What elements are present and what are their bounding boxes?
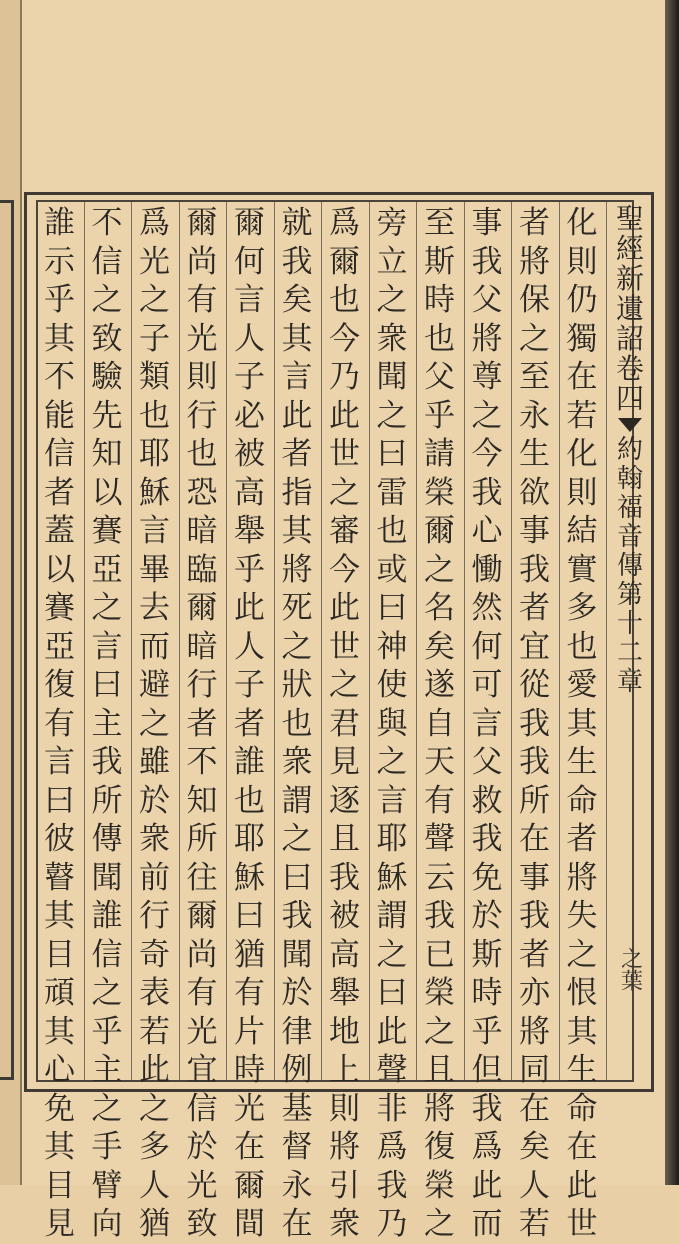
text-column: 爲 爾 也 今 乃 此 世 之 審 今 此 世 之 君 見 逐 且 我 被 高 舉 地 上 則 將 引 衆 — [329, 205, 360, 1242]
column-rule — [274, 202, 275, 1080]
text-column: 者 將 保 之 至 永 生 欲 事 我 者 宜 從 我 我 所 在 事 我 者 亦 將 同 在 矣 人 若 — [519, 205, 550, 1242]
text-column: 不 信 之 致 驗 先 知 以 賽 亞 之 言 曰 主 我 所 傳 聞 誰 信 之 乎 主 之 手 臂 向 — [91, 205, 123, 1242]
column-rule — [84, 202, 85, 1080]
text-column: 爾 尚 有 光 則 行 也 恐 暗 臨 爾 暗 行 者 不 知 所 往 爾 尚 有 光 宜 信 於 光 致 — [186, 205, 218, 1242]
column-rule — [606, 202, 607, 1080]
column-rule — [131, 202, 132, 1080]
column-rule — [321, 202, 322, 1080]
text-column: 化 則 仍 獨 在 若 化 則 結 實 多 也 愛 其 生 命 者 將 失 之 恨 其 生 命 在 此 世 — [566, 205, 598, 1242]
binding-shadow — [665, 0, 679, 1185]
chapter-title: 約 翰 福 音 傳 第 十 二 章 — [616, 435, 643, 697]
column-rule — [511, 202, 512, 1080]
text-column: 至 斯 時 也 父 乎 請 榮 爾 之 名 矣 遂 自 天 有 聲 云 我 已 榮 之 且 將 復 榮 之 — [424, 205, 455, 1242]
column-rule — [559, 202, 560, 1080]
column-rule — [464, 202, 465, 1080]
column-rule — [416, 202, 417, 1080]
column-rule — [226, 202, 227, 1080]
fish-tail-mark — [618, 418, 642, 432]
text-column: 爾 何 言 人 子 必 被 高 舉 乎 此 人 子 者 誰 也 耶 穌 曰 猶 有 片 時 光 在 爾 間 — [234, 205, 265, 1242]
banner-column — [606, 200, 654, 1082]
text-column: 就 我 矣 其 言 此 者 指 其 將 死 之 狀 也 衆 謂 之 曰 我 聞 於 律 例 基 督 永 在 — [281, 205, 313, 1242]
column-rule — [369, 202, 370, 1080]
previous-page-frame — [0, 200, 14, 1080]
folio-mark: 之葉 — [617, 947, 643, 991]
column-rule — [179, 202, 180, 1080]
previous-page-edge — [0, 0, 22, 1185]
book-title: 聖 經 新 遺 詔 卷 四 — [615, 202, 644, 415]
text-column: 旁 立 之 衆 聞 之 曰 雷 也 或 曰 神 使 與 之 言 耶 穌 謂 之 曰 此 聲 非 爲 我 乃 — [376, 205, 408, 1242]
text-column: 事 我 父 將 尊 之 今 我 心 慟 然 何 可 言 父 救 我 免 於 斯 時 乎 但 我 爲 此 而 — [471, 205, 503, 1242]
text-column: 誰 示 乎 其 不 能 信 者 蓋 以 賽 亞 復 有 言 曰 彼 瞽 其 目 頑 其 心 免 其 目 見 — [44, 205, 75, 1242]
text-column: 爲 光 之 子 類 也 耶 穌 言 畢 去 而 避 之 雖 於 衆 前 行 奇 表 若 此 之 多 人 猶 — [139, 205, 170, 1242]
